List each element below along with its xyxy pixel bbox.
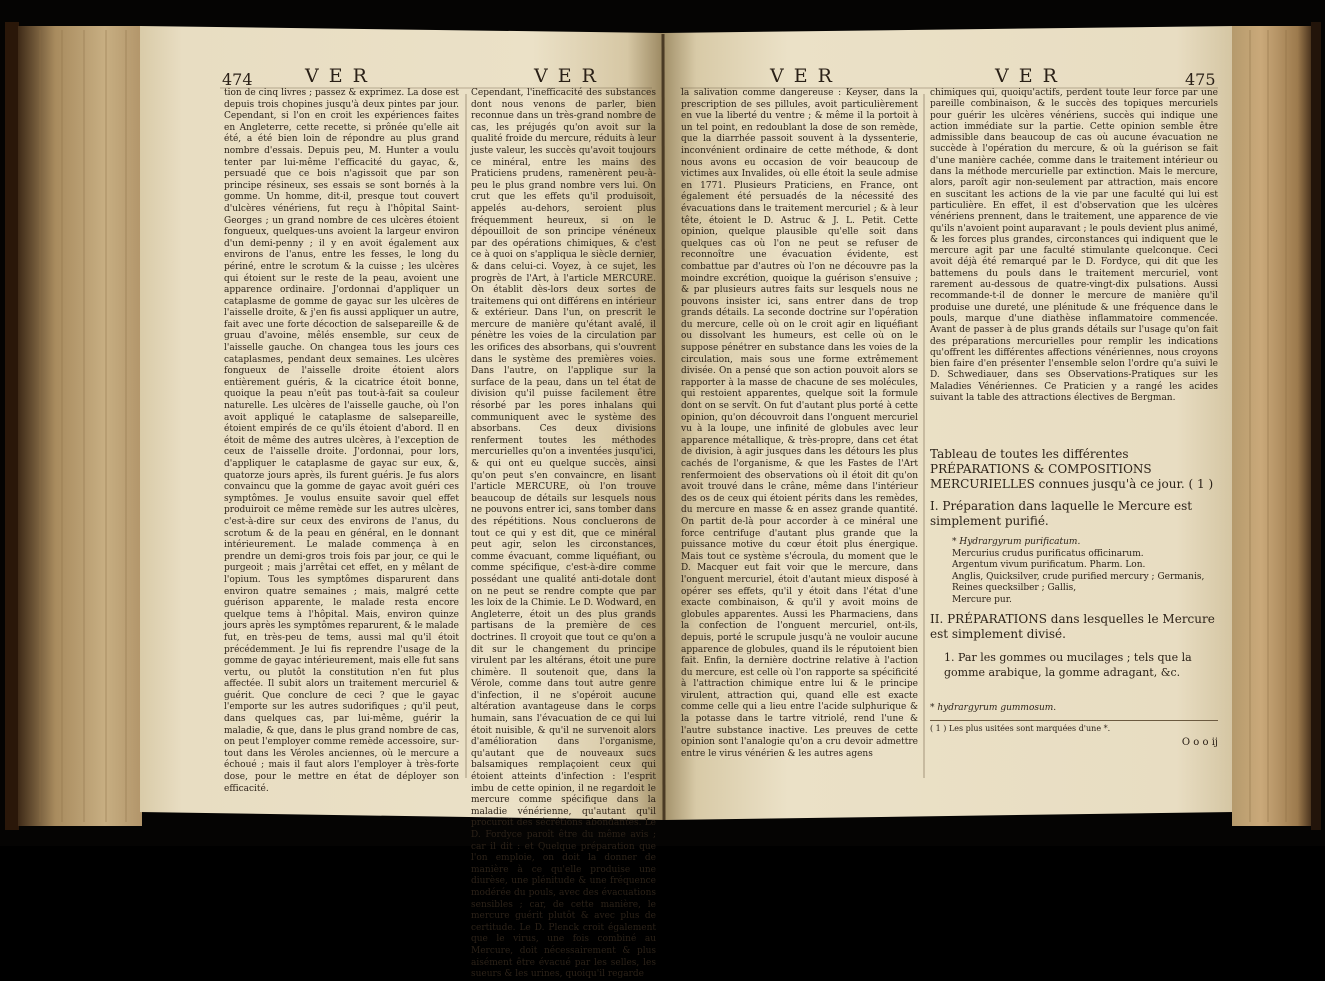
gutter-shadow (663, 34, 664, 820)
signature-mark: O o o ij (1181, 737, 1218, 748)
section-1-item: * Hydrargyrum purificatum. (952, 537, 1081, 547)
right-cover-edge (1311, 22, 1321, 830)
section-1-item: Mercurius crudus purificatus officinarum. (952, 548, 1144, 559)
left-column-1: tion de cinq livres ; passez & exprimez. La dose est depuis trois chopines jusqu'à deux pintes par jour. Cependant, si l'on en croit les expériences faites en Angleterre, cette recette, si prônée qu'elle ait été, a été bien loin de répondre au plus grand nombre d'essais. Depuis peu, M. Hunter a voulu tenter par lui-même l'efficacité du gayac, &, persuadé que ce bois n'agissoit que par son principe résineux, ses essais se sont bornés à la gomme. Un homme, dit-il, presque tout couvert d'ulcères vénériens, fut reçu à l'hôpital Saint-Georges ; un grand nombre de ces ulcères étoient fongueux, quelques-uns avoient la largeur environ d'un demi-penny ; il y en avoit également aux environs de l'anus, entre les fesses, le long du périné, entre le scrotum & la cuisse ; les ulcères qui étoient sur le reste de la peau, avoient une apparence ordinaire. J'ordonnai d'appliquer un cataplasme de gomme de gayac sur les ulcères de l'aisselle droite, & j'en fis aussi appliquer un autre, fait avec une forte décoction de salsepareille & de gruau d'avoine, mêlés ensemble, sur ceux de l'aisselle gauche. On changea tous les jours ces cataplasmes, pendant deux semaines. Les ulcères fongueux de l'aisselle droite étoient alors entièrement guéris, & la cicatrice étoit bonne, quoique la peau n'eût pas tout-à-fait sa couleur naturelle. Les ulcères de l'aisselle gauche, où l'on avoit appliqué le cataplasme de salsepareille, étoient empirés de ce qu'ils étoient d'abord. Il en étoit de même des autres ulcères, à l'exception de ceux de l'aisselle droite. J'ordonnai, pour lors, d'appliquer le cataplasme de gayac sur eux, &, quatorze jours après, ils furent guéris. Je fus alors convaincu que la gomme de gayac avoit guéri ces symptômes. Je voulus ensuite savoir quel effet produiroit ce même remède sur les autres ulcères, c'est-à-dire sur ceux des environs de l'anus, du scrotum & de la peau en général, en le donnant intérieurement. Le malade commença à en prendre un demi-gros trois fois par jour, ce qui le purgeoit ; mais j'arrêtai cet effet, en y mêlant de l'opium. Tous les symptômes disparurent dans environ quatre semaines ; mais, malgré cette guérison apparente, le malade resta encore quelque tems à l'hôpital. Mais, environ quinze jours après les symptômes reparurent, & le malade fut, en très-peu de tems, aussi mal qu'il étoit précédemment. Je lui fis reprendre l'usage de la gomme de gayac intérieurement, mais elle fut sans vertu, ou plutôt la constitution n'en fut plus affectée. Il subit alors un traitement mercuriel & guérit. Que conclure de ceci ? que le gayac l'emporte sur les autres sudorifiques ; qu'il peut, dans quelques cas, par lui-même, guérir la maladie, & que, dans le plus grand nombre de cas, on peut l'employer comme remède accessoire, sur-tout dans les Véroles anciennes, où le mercure a échoué ; mais il faut alors l'employer à très-forte dose, pour le mettre en état de déployer son efficacité. (224, 88, 459, 794)
section-2-star: * hydrargyrum gummosum. (930, 703, 1057, 713)
left-page-number: 474 (222, 70, 253, 89)
table-title: Tableau de toutes les différentes PRÉPARATIONS & COMPOSITIONS MERCURIELLES connues jusqu'à ce jour. ( 1 ) (930, 447, 1214, 491)
section-2-heading: II. PRÉPARATIONS dans lesquelles le Mercure est simplement divisé. (930, 612, 1215, 641)
section-1-item: Argentum vivum purificatum. Pharm. Lon. (952, 560, 1146, 570)
section-1-list (930, 537, 1218, 606)
right-column-2 (930, 88, 1218, 778)
footnote-rule (930, 720, 1218, 721)
right-column-1: la salivation comme dangereuse : Keyser, dans la prescription de ses pillules, avoit particulièrement en vue la liberté du ventre ; & même il la portoit à un tel point, en redoublant la dose de son remède, que la diarrhée passoit souvent à la dyssenterie, inconvénient ordinaire de cette méthode, & dont nous avons eu occasion de voir beaucoup de victimes aux Invalides, où elle étoit la seule admise en 1771. Plusieurs Praticiens, en France, ont également été persuadés de la nécessité des évacuations dans le traitement mercuriel ; & à leur tête, étoient le D. Astruc & J. L. Petit. Cette opinion, quelque plausible qu'elle soit dans quelques cas où l'on ne peut se refuser de reconnoître une évacuation évidente, est combattue par d'autres où l'on ne découvre pas la moindre excrétion, quoique la guérison s'ensuive ; & par plusieurs autres faits sur lesquels nous ne pouvons insister ici, sans entrer dans de trop grands détails. La seconde doctrine sur l'opération du mercure, celle où on le croit agir en liquéfiant ou dissolvant les humeurs, est celle où on le suppose pénétrer en substance dans les voies de la circulation, mais sous une forme extrêmement divisée. On a pensé que son action pouvoit alors se rapporter à la masse de chacune de ses molécules, qui restoient apparentes, quelque soit la formule dont on se servît. On fut d'autant plus porté à cette opinion, qu'on découvroit dans l'onguent mercuriel vu à la loupe, une infinité de globules avec leur apparence métallique, & très-propre, dans cet état de division, à agir jusques dans les détours les plus cachés de l'organisme, & que les Fastes de l'Art renfermoient des observations où il étoit dit qu'on avoit trouvé dans le crâne, même dans l'intérieur des os de ceux qui étoient périts dans les remèdes, du mercure en masse & en assez grande quantité. On partit de-là pour accorder à ce minéral une force centrifuge d'autant plus grande que la puissance motive du cœur étoit plus énergique. Mais tout ce système s'écroula, du moment que le D. Macquer eut fait voir que le mercure, dans l'onguent mercuriel, étoit d'autant mieux disposé à opérer ses effets, qu'il y étoit dans l'état d'une exacte combinaison, & qu'il y avoit moins de globules apparentes. Aussi les Pharmaciens, dans la confection de l'onguent mercuriel, ont-ils, depuis, porté le scrupule jusqu'à ne vouloir aucune apparence de globules, quand ils le réputoient bien fait. Enfin, la dernière doctrine relative à l'action du mercure, est celle où l'on rapporte sa spécificité à l'attraction chimique entre lui & le principe virulent, attraction qui, quand elle est exacte comme celle qui a lieu entre l'acide sulphurique & la potasse dans le tartre vitriolé, rend l'une & l'autre substance inactive. Les preuves de cette opinion sont l'analogie qu'on a cru devoir admettre entre le virus vénérien & les autres agens (681, 88, 918, 759)
footnote: ( 1 ) Les plus usitées sont marquées d'une *. (930, 724, 1111, 733)
section-1-item: Mercure pur. (952, 594, 1012, 605)
right-running-head-2: V E R (995, 65, 1059, 87)
left-running-head: V E R (305, 65, 369, 87)
section-1-item: Anglis, Quicksilver, crude purified mercury ; Germanis, Reines quecksilber ; Gallis, (952, 571, 1205, 593)
section-1-heading: I. Préparation dans laquelle le Mercure est simplement purifié. (930, 499, 1193, 528)
right-fore-edge (1232, 26, 1314, 826)
right-column-2-text: chimiques qui, quoiqu'actifs, perdent toute leur force par une pareille combinaison, & le succès des topiques mercuriels pour guérir les ulcères vénériens, succès qui indique une action immédiate sur la partie. Cette opinion semble être admissible dans beaucoup de cas où aucune évacuation ne succède à l'opération du mercure, & où la guérison se fait d'une manière cachée, comme dans le traitement intérieur ou dans la méthode mercurielle par extinction. Mais le mercure, alors, paroît agir non-seulement par attraction, mais encore en suscitant les actions de la vie par une faculté qui lui est particulière. En effet, il est d'observation que les ulcères vénériens prennent, dans le traitement, une apparence de vie qu'ils n'avoient point auparavant ; le pouls devient plus animé, & les forces plus grandes, circonstances qui indiquent que le mercure agit par une faculté stimulante quelconque. Ceci avoit déjà été remarqué par le D. Fordyce, qui dit que les battemens du pouls dans le traitement mercuriel, vont rarement au-dessous de quatre-vingt-dix pulsations. Aussi recommande-t-il de donner le mercure de manière qu'il produise une dureté, une plénitude & une fréquence dans le pouls, marque d'une diathèse inflammatoire commencée. Avant de passer à de plus grands détails sur l'usage qu'on fait des préparations mercurielles pour remplir les indications qu'offrent les différentes affections vénériennes, nous croyons bien faire d'en présenter l'ensemble selon l'ordre qu'a suivi le D. Schwediauer, dans ses Observations-Pratiques sur les Maladies Vénériennes. Ce Praticien y a rangé les acides suivant la table des attractions électives de Bergman. (930, 88, 1218, 404)
left-column-2: Cependant, l'inefficacité des substances dont nous venons de parler, bien reconnue dans un très-grand nombre de cas, les préjugés qu'on avoit sur la qualité froide du mercure, réduits à leur juste valeur, les succès qu'avoit toujours ce minéral, entre les mains des Praticiens prudens, ramenèrent peu-à-peu le plus grand nombre vers lui. On crut que les effets qu'il produisoit, appelés au-dehors, seroient plus fréquemment heureux, si on le dépouilloit de son principe vénéneux par des opérations chimiques, & c'est ce à quoi on s'appliqua le siècle dernier, & dans celui-ci. Voyez, à ce sujet, les progrès de l'Art, à l'article MERCURE. On établit dès-lors deux sortes de traitemens qui ont différens en intérieur & extérieur. Dans l'un, on prescrit le mercure de manière qu'étant avalé, il pénètre les voies de la circulation par les orifices des absorbans, qui s'ouvrent dans le système des premières voies. Dans l'autre, on l'applique sur la surface de la peau, dans un tel état de division qu'il puisse facilement être résorbé par les pores inhalans qui communiquent avec le système des absorbans. Ces deux divisions renferment toutes les méthodes mercurielles qu'on a inventées jusqu'ici, & qui ont eu quelque succès, ainsi qu'on peut s'en convaincre, en lisant l'article MERCURE, où l'on trouve beaucoup de détails sur lesquels nous ne pouvons entrer ici, sans tomber dans des répétitions. Nous concluerons de tout ce qui y est dit, que ce minéral peut agir, selon les circonstances, comme évacuant, comme liquéfiant, ou comme spécifique, c'est-à-dire comme possédant une qualité anti-dotale dont on ne peut se rendre compte que par les loix de la Chimie. Le D. Wodward, en Angleterre, étoit un des plus grands partisans de la première de ces doctrines. Il croyoit que tout ce qu'on a dit sur le changement du principe virulent par les altérans, étoit une pure chimère. Il soutenoit que, dans la Vérole, comme dans tout autre genre d'infection, il ne s'opéroit aucune altération avantageuse dans le corps humain, sans l'évacuation de ce qui lui étoit nuisible, & qu'il ne survenoit alors d'amélioration dans l'organisme, qu'autant que de nouveaux sucs balsamiques remplaçoient ceux qui étoient atteints d'infection : l'esprit imbu de cette opinion, il ne regardoit le mercure comme spécifique dans la maladie vénérienne, qu'autant qu'il procuroit des sécrétions abondantes. Le D. Fordyce paroît être du même avis ; car il dit : et Quelque préparation que l'on emploie, on doit la donner de manière à ce qu'elle produise une diurèse, une plénitude & une fréquence modérée du pouls, avec des évacuations sensibles ; car, de cette manière, le mercure guérit plutôt & avec plus de certitude. Le D. Plenck croit également que le virus, une fois combiné au Mercure, doit nécessairement & plus aisément être évacué par les selles, les sueurs & les urines, quoiqu'il regarde (471, 88, 656, 980)
section-2-item: 1. Par les gommes ou mucilages ; tels que la gomme arabique, la gomme adragant, &c. (944, 651, 1192, 679)
left-cover-edge (5, 22, 19, 830)
right-running-head: V E R (770, 65, 834, 87)
left-running-head-2: V E R (534, 65, 598, 87)
right-page-number: 475 (1185, 70, 1216, 89)
left-fore-edge (18, 26, 142, 826)
